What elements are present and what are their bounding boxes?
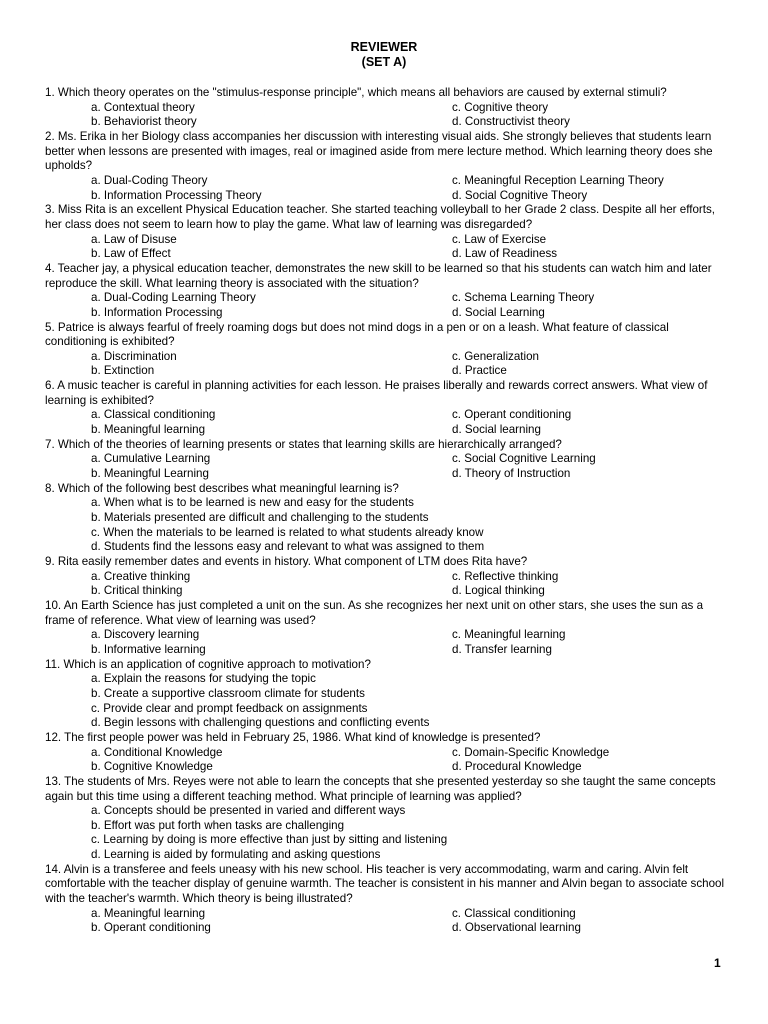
question-stem: 2. Ms. Erika in her Biology class accompanies her discussion with interesting visual aids. She strongly believes that students learn better when lessons are presented with images, real or imagined aside from mere lecture method. Which learning theory does she upholds? <box>45 129 713 173</box>
answer-option: c. Classical conditioning <box>452 906 576 920</box>
answer-option: b. Operant conditioning <box>91 921 211 935</box>
page-title: REVIEWER <box>350 40 418 54</box>
question-item <box>45 379 725 438</box>
answer-options <box>45 672 725 731</box>
answer-option: d. Social Cognitive Theory <box>452 188 588 202</box>
answer-option: b. Materials presented are difficult and challenging to the students <box>91 511 429 525</box>
answer-option: b. Information Processing <box>91 305 223 319</box>
answer-option: b. Informative learning <box>91 642 206 656</box>
answer-option: c. Schema Learning Theory <box>452 291 595 305</box>
answer-option: c. Meaningful Reception Learning Theory <box>452 173 664 187</box>
page-number: 1 <box>714 956 721 970</box>
answer-option: d. Theory of Instruction <box>452 467 571 481</box>
page-subtitle: (SET A) <box>361 55 407 69</box>
question-stem: 8. Which of the following best describes what meaningful learning is? <box>45 481 399 495</box>
answer-option: a. Dual-Coding Theory <box>91 173 208 187</box>
answer-options <box>45 291 725 320</box>
question-item <box>45 482 725 555</box>
answer-option: d. Procedural Knowledge <box>452 760 582 774</box>
question-stem: 1. Which theory operates on the "stimulus-response principle", which means all behaviors are caused by external stimuli? <box>45 86 667 99</box>
answer-option: d. Begin lessons with challenging questions and conflicting events <box>91 716 430 730</box>
question-item <box>45 555 725 599</box>
answer-option: d. Constructivist theory <box>452 115 570 129</box>
question-stem: 6. A music teacher is careful in planning activities for each lesson. He praises liberally and rewards correct answers. What view of learning is exhibited? <box>45 379 708 407</box>
answer-option: c. When the materials to be learned is related to what students already know <box>91 525 484 539</box>
question-stem: 9. Rita easily remember dates and events in history. What component of LTM does Rita have? <box>45 555 528 568</box>
answer-option: a. Classical conditioning <box>91 408 216 422</box>
answer-option: a. Creative thinking <box>91 569 191 583</box>
answer-option: b. Cognitive Knowledge <box>91 760 213 774</box>
question-item <box>45 262 725 321</box>
answer-option: a. Discovery learning <box>91 628 200 642</box>
answer-option: c. Cognitive theory <box>452 100 549 114</box>
answer-option: a. Conditional Knowledge <box>91 745 223 759</box>
answer-options <box>45 746 725 775</box>
answer-options <box>45 907 725 936</box>
answer-option: c. Learning by doing is more effective than just by sitting and listening <box>91 833 448 847</box>
question-item <box>45 658 725 731</box>
answer-option: b. Law of Effect <box>91 247 171 261</box>
answer-option: b. Information Processing Theory <box>91 188 262 202</box>
answer-option: c. Reflective thinking <box>452 569 559 583</box>
answer-option: c. Operant conditioning <box>452 408 572 422</box>
question-stem: 12. The first people power was held in February 25, 1986. What kind of knowledge is presented? <box>45 730 541 744</box>
answer-options <box>45 804 725 863</box>
answer-option: c. Social Cognitive Learning <box>452 452 596 466</box>
question-item <box>45 599 725 658</box>
question-stem: 13. The students of Mrs. Reyes were not able to learn the concepts that she presented yesterday so she taught the same concepts again but this time using a different teaching method. What principle of learning was applied? <box>45 774 716 803</box>
answer-option: d. Social learning <box>452 423 541 437</box>
answer-options <box>45 408 725 437</box>
question-item <box>45 775 725 863</box>
answer-options <box>45 174 725 203</box>
answer-option: d. Practice <box>452 364 507 378</box>
question-item <box>45 321 725 380</box>
answer-option: d. Transfer learning <box>452 642 552 656</box>
question-stem: 14. Alvin is a transferee and feels uneasy with his new school. His teacher is very accommodating, warm and caring. Alvin felt comfortable with the teacher display of genuine warmth. The teacher is consistent in his manner and Alvin began to associate school with the teacher's warmth. Which theory is being illustrated? <box>45 862 725 906</box>
question-stem: 11. Which is an application of cognitive approach to motivation? <box>45 657 371 671</box>
answer-options <box>45 350 725 379</box>
answer-option: c. Law of Exercise <box>452 232 547 246</box>
answer-option: a. Concepts should be presented in varied and different ways <box>91 804 406 818</box>
answer-options <box>45 496 725 555</box>
answer-option: b. Create a supportive classroom climate for students <box>91 686 365 700</box>
answer-options <box>45 570 725 599</box>
answer-option: c. Provide clear and prompt feedback on assignments <box>91 701 368 715</box>
answer-options <box>45 233 725 262</box>
question-item <box>45 438 725 482</box>
answer-option: b. Meaningful learning <box>91 423 206 437</box>
question-stem: 10. An Earth Science has just completed a unit on the sun. As she recognizes her next unit on other stars, she uses the sun as a frame of reference. What view of learning was used? <box>45 598 704 627</box>
answer-option: d. Social Learning <box>452 305 545 319</box>
question-stem: 3. Miss Rita is an excellent Physical Education teacher. She started teaching volleyball to her Grade 2 class. Despite all her efforts, her class does not seem to learn how to play the game. What law of learning was disregarded? <box>45 203 715 231</box>
question-item <box>45 203 725 262</box>
answer-option: a. Contextual theory <box>91 100 195 114</box>
answer-option: d. Learning is aided by formulating and asking questions <box>91 848 381 862</box>
answer-option: c. Domain-Specific Knowledge <box>452 745 610 759</box>
answer-options <box>45 452 725 481</box>
question-item <box>45 86 725 130</box>
answer-option: a. Meaningful learning <box>91 906 206 920</box>
answer-option: b. Effort was put forth when tasks are challenging <box>91 818 345 832</box>
answer-option: a. Law of Disuse <box>91 232 177 246</box>
answer-options <box>45 628 725 657</box>
answer-option: b. Meaningful Learning <box>91 467 209 481</box>
answer-option: d. Law of Readiness <box>452 247 558 261</box>
answer-option: a. Cumulative Learning <box>91 452 211 466</box>
answer-option: d. Observational learning <box>452 921 581 935</box>
answer-option: b. Behaviorist theory <box>91 115 197 129</box>
answer-option: a. Discrimination <box>91 349 177 363</box>
answer-option: b. Critical thinking <box>91 584 183 598</box>
answer-option: a. Dual-Coding Learning Theory <box>91 291 256 305</box>
question-item <box>45 731 725 775</box>
answer-options <box>45 101 725 130</box>
answer-option: c. Meaningful learning <box>452 628 566 642</box>
question-stem: 5. Patrice is always fearful of freely roaming dogs but does not mind dogs in a pen or on a leash. What feature of classical conditioning is exhibited? <box>45 320 669 349</box>
question-item <box>45 863 725 936</box>
answer-option: d. Students find the lessons easy and relevant to what was assigned to them <box>91 540 485 554</box>
answer-option: b. Extinction <box>91 364 155 378</box>
answer-option: d. Logical thinking <box>452 584 545 598</box>
answer-option: a. When what is to be learned is new and easy for the students <box>91 496 414 510</box>
question-item <box>45 130 725 203</box>
answer-option: a. Explain the reasons for studying the topic <box>91 672 316 686</box>
answer-option: c. Generalization <box>452 349 539 363</box>
question-stem: 7. Which of the theories of learning presents or states that learning skills are hierarchically arranged? <box>45 437 562 451</box>
question-list <box>45 86 725 936</box>
question-stem: 4. Teacher jay, a physical education teacher, demonstrates the new skill to be learned so that his students can watch him and later reproduce the skill. What learning theory is associated with the situation? <box>45 261 712 290</box>
